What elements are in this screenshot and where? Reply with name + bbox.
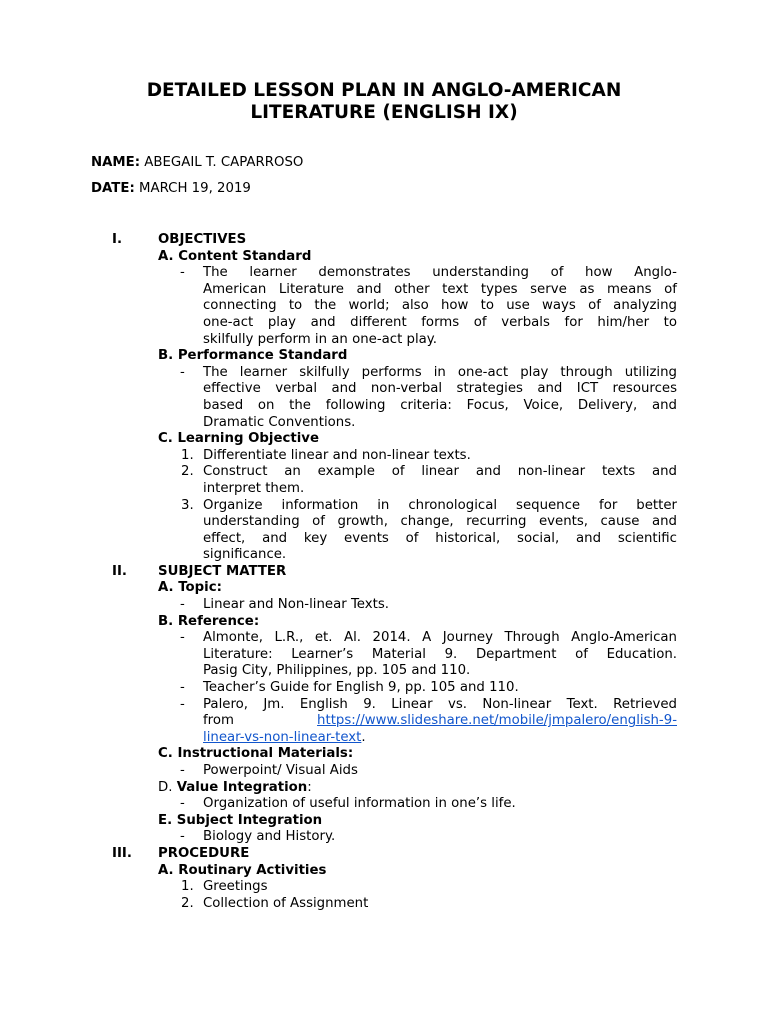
section-heading-subject-matter (0, 564, 768, 581)
learning-objective-item: 3. Organize information in chronological sequence for better (181, 497, 677, 513)
reference-link[interactable]: https://www.slideshare.net/mobile/jmpalero/english-9- (317, 713, 677, 729)
performance-standard-line: - The learner skilfully performs in one-act play through utilizing (180, 364, 677, 380)
performance-standard-line: based on the following criteria: Focus, Voice, Delivery, and (203, 397, 677, 413)
title-line-2: LITERATURE (ENGLISH IX) (250, 102, 518, 123)
dash-bullet: - (180, 680, 185, 696)
date-value: MARCH 19, 2019 (139, 181, 251, 196)
learning-objective-line: interpret them. (203, 480, 305, 496)
section-title: SUBJECT MATTER (158, 563, 287, 579)
subheading-subject-integration: E. Subject Integration (158, 812, 323, 828)
subheading-learning-objective: C. Learning Objective (158, 431, 319, 447)
performance-standard-line: Dramatic Conventions. (203, 414, 356, 430)
dash-bullet: - (180, 364, 185, 380)
section-title: PROCEDURE (158, 845, 250, 861)
subheading-reference: B. Reference: (158, 613, 260, 629)
dash-bullet: - (180, 265, 185, 281)
routinary-item: 1. Greetings (181, 879, 268, 895)
section-heading-procedure (0, 846, 768, 863)
name-row (91, 155, 303, 170)
topic-line: - Linear and Non-linear Texts. (180, 597, 389, 613)
subheading-performance-standard: B. Performance Standard (158, 348, 348, 364)
date-row (91, 181, 251, 196)
dash-bullet: - (180, 696, 185, 712)
reference-line: from https://www.slideshare.net/mobile/jmpalero/english-9- (203, 713, 677, 729)
date-label: DATE: (91, 181, 135, 196)
reference-line: linear-vs-non-linear-text. (203, 729, 366, 745)
content-standard-line: connecting to the world; also how to use ways of analyzing (203, 298, 677, 314)
subheading-value-integration: D. Value Integration: (158, 779, 312, 795)
reference-line: Literature: Learner’s Material 9. Department of Education. (203, 646, 677, 662)
routinary-item: 2. Collection of Assignment (181, 895, 369, 911)
performance-standard-line: effective verbal and non-verbal strategies and ICT resources (203, 381, 677, 397)
document-title (90, 80, 678, 124)
reference-line: Pasig City, Philippines, pp. 105 and 110. (203, 663, 471, 679)
learning-objective-item: 1. Differentiate linear and non-linear texts. (181, 447, 471, 463)
value-integration-line: - Organization of useful information in one’s life. (180, 796, 516, 812)
content-standard-line: American Literature and other text types serve as means of (203, 281, 677, 297)
dash-bullet: - (180, 829, 185, 845)
dash-bullet: - (180, 763, 185, 778)
dash-bullet: - (180, 630, 185, 646)
subheading-routinary-activities: A. Routinary Activities (158, 862, 327, 878)
reference-link-continued[interactable]: linear-vs-non-linear-text (203, 729, 362, 745)
title-line-1: DETAILED LESSON PLAN IN ANGLO-AMERICAN (146, 80, 622, 101)
subject-integration-line: - Biology and History. (180, 829, 336, 845)
section-title: OBJECTIVES (158, 232, 247, 247)
content-standard-line: skilfully perform in an one-act play. (203, 331, 437, 347)
instructional-materials-line: - Powerpoint/ Visual Aids (180, 763, 358, 778)
roman-numeral: II. (112, 563, 127, 579)
learning-objective-line: effect, and key events of historical, social, and scientific (203, 530, 677, 546)
learning-objective-line: understanding of growth, change, recurring events, cause and (203, 514, 677, 530)
subheading-instructional-materials: C. Instructional Materials: (158, 746, 354, 762)
content-standard-line: one-act play and different forms of verbals for him/her to (203, 314, 677, 330)
name-value: ABEGAIL T. CAPARROSO (144, 155, 304, 170)
reference-line: - Almonte, L.R., et. Al. 2014. A Journey Through Anglo-American (180, 630, 677, 646)
subheading-topic: A. Topic: (158, 580, 222, 596)
reference-line: - Teacher’s Guide for English 9, pp. 105 and 110. (180, 680, 519, 696)
name-label: NAME: (91, 155, 141, 170)
subheading-content-standard: A. Content Standard (158, 248, 312, 264)
dash-bullet: - (180, 796, 185, 812)
roman-numeral: III. (112, 845, 132, 861)
content-standard-line: - The learner demonstrates understanding of how Anglo- (180, 265, 677, 281)
roman-numeral: I. (112, 232, 122, 247)
lesson-outline (0, 232, 768, 912)
dash-bullet: - (180, 597, 185, 613)
section-heading-objectives (0, 232, 768, 249)
learning-objective-line: significance. (203, 547, 287, 563)
reference-line: - Palero, Jm. English 9. Linear vs. Non-linear Text. Retrieved (180, 696, 677, 712)
learning-objective-item: 2. Construct an example of linear and non-linear texts and (181, 464, 677, 480)
